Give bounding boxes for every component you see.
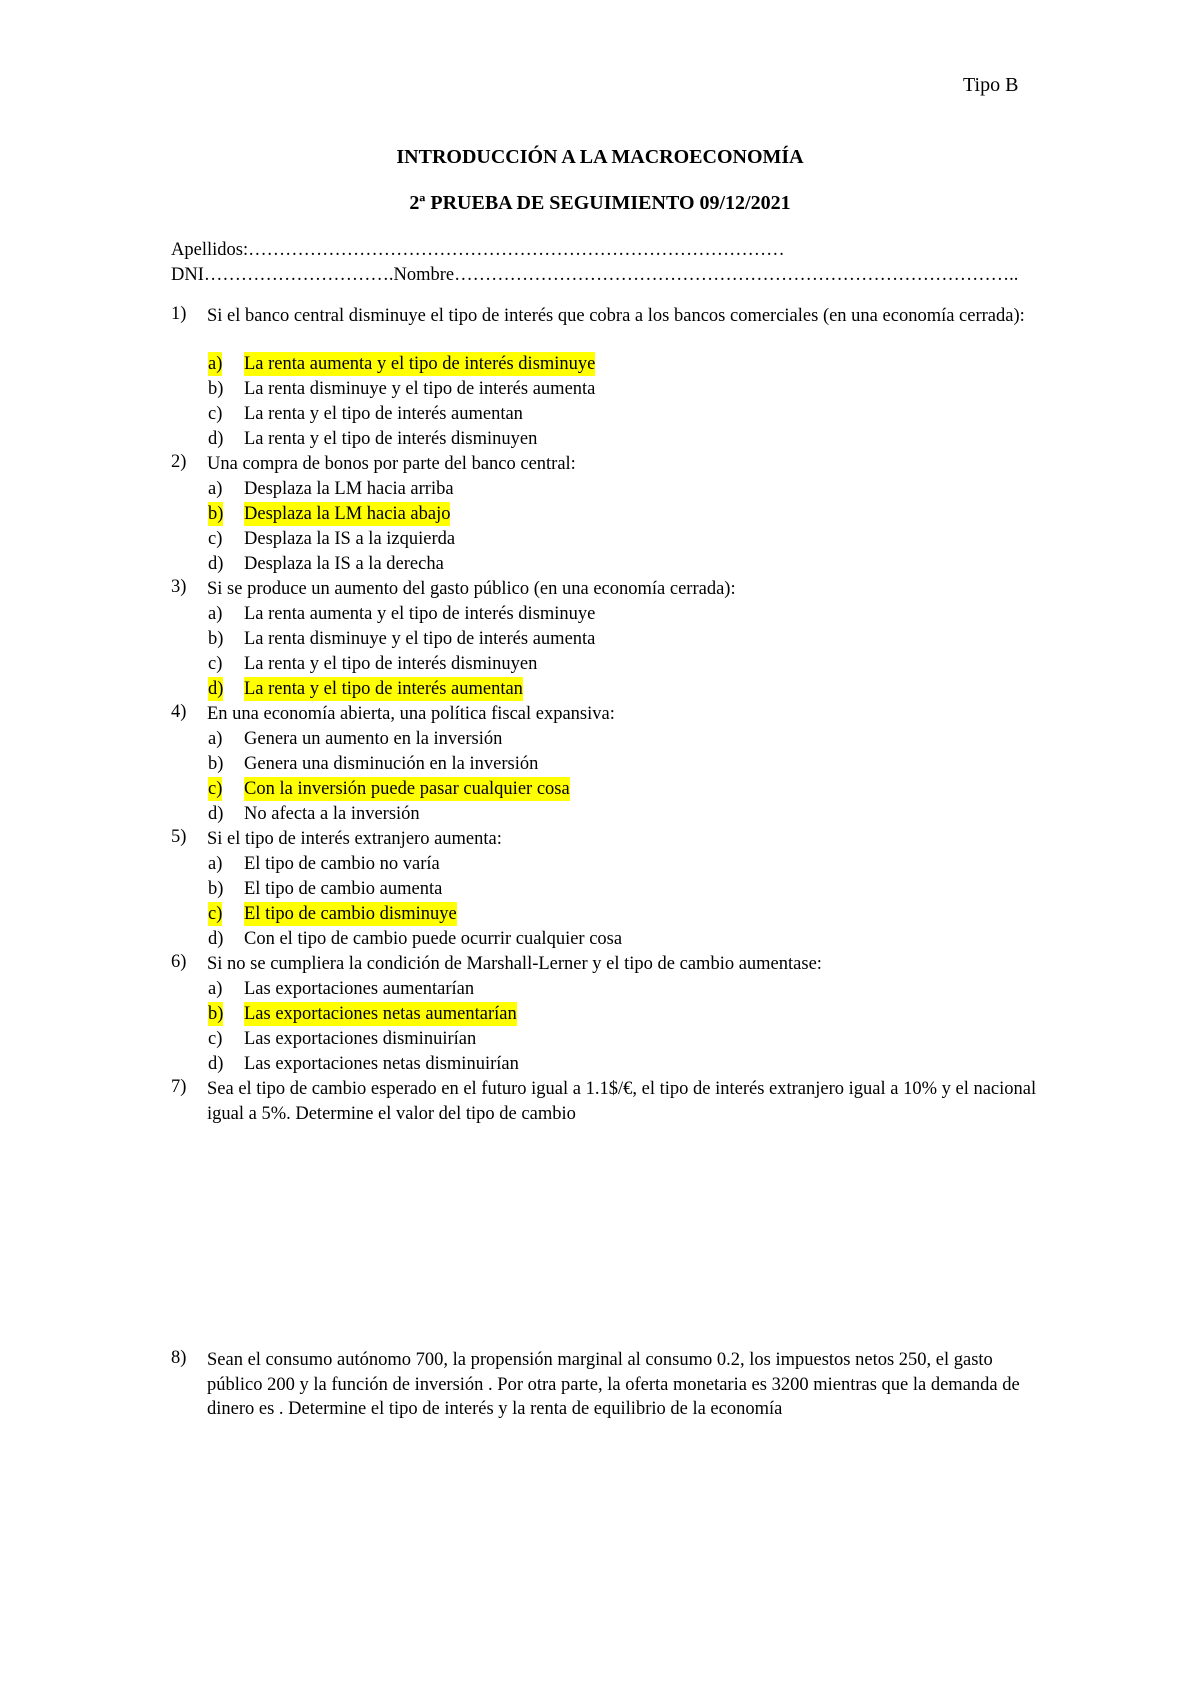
- option-letter: a): [208, 729, 223, 749]
- option-letter: b): [208, 379, 224, 399]
- option-text: La renta aumenta y el tipo de interés disminuye: [244, 354, 596, 374]
- option-text: La renta y el tipo de interés disminuyen: [244, 429, 538, 449]
- question-text: Si se produce un aumento del gasto público (en una economía cerrada):: [207, 579, 736, 599]
- exam-type-label: Tipo B: [963, 74, 1019, 96]
- surname-field[interactable]: Apellidos:……………………………………………………………………………: [171, 240, 785, 260]
- option-letter: a): [208, 854, 223, 874]
- option-letter: b): [208, 754, 224, 774]
- dni-name-field[interactable]: DNI………………………….Nombre………………………………………………………………………………..: [171, 265, 1019, 285]
- question-number: 6): [171, 952, 187, 972]
- option-letter: c): [208, 779, 223, 799]
- option-text: Las exportaciones netas disminuirían: [244, 1054, 519, 1074]
- question-text: Si no se cumpliera la condición de Marshall-Lerner y el tipo de cambio aumentase:: [207, 954, 822, 974]
- option-text: La renta disminuye y el tipo de interés aumenta: [244, 629, 596, 649]
- option-letter: c): [208, 654, 223, 674]
- q2-option-b[interactable]: [208, 502, 451, 526]
- option-text: Desplaza la IS a la izquierda: [244, 529, 456, 549]
- option-text: No afecta a la inversión: [244, 804, 420, 824]
- option-text: El tipo de cambio no varía: [244, 854, 440, 874]
- option-letter: c): [208, 404, 223, 424]
- option-text: La renta y el tipo de interés disminuyen: [244, 654, 538, 674]
- question-number: 5): [171, 827, 187, 847]
- q6-option-b[interactable]: [208, 1002, 517, 1026]
- question-number: 2): [171, 452, 187, 472]
- question-text: Si el tipo de interés extranjero aumenta:: [207, 829, 502, 849]
- option-text: Desplaza la IS a la derecha: [244, 554, 444, 574]
- question-number: 1): [171, 304, 187, 324]
- question-text: Si el banco central disminuye el tipo de interés que cobra a los bancos comerciales (en una economía cerrada):: [207, 306, 1025, 326]
- option-text: Desplaza la LM hacia arriba: [244, 479, 454, 499]
- option-letter: b): [208, 629, 224, 649]
- question-text: Una compra de bonos por parte del banco central:: [207, 454, 576, 474]
- option-text: La renta disminuye y el tipo de interés aumenta: [244, 379, 596, 399]
- option-letter: b): [208, 1004, 224, 1024]
- option-letter: c): [208, 529, 223, 549]
- option-letter: c): [208, 1029, 223, 1049]
- option-text: La renta y el tipo de interés aumentan: [244, 679, 523, 699]
- option-letter: d): [208, 429, 224, 449]
- option-letter: a): [208, 979, 223, 999]
- option-text: Con el tipo de cambio puede ocurrir cualquier cosa: [244, 929, 623, 949]
- option-text: Las exportaciones aumentarían: [244, 979, 475, 999]
- option-letter: d): [208, 804, 224, 824]
- q5-option-c[interactable]: [208, 902, 457, 926]
- option-text: El tipo de cambio disminuye: [244, 904, 457, 924]
- option-text: Con la inversión puede pasar cualquier cosa: [244, 779, 570, 799]
- option-text: Las exportaciones disminuirían: [244, 1029, 477, 1049]
- option-letter: b): [208, 504, 224, 524]
- option-letter: a): [208, 604, 223, 624]
- option-letter: d): [208, 554, 224, 574]
- option-letter: d): [208, 679, 224, 699]
- q3-option-d[interactable]: [208, 677, 523, 701]
- option-letter: a): [208, 479, 223, 499]
- question-text: En una economía abierta, una política fiscal expansiva:: [207, 704, 615, 724]
- option-letter: d): [208, 929, 224, 949]
- option-letter: d): [208, 1054, 224, 1074]
- option-text: La renta y el tipo de interés aumentan: [244, 404, 523, 424]
- option-text: Genera una disminución en la inversión: [244, 754, 539, 774]
- course-title: INTRODUCCIÓN A LA MACROECONOMÍA: [396, 146, 804, 168]
- option-letter: c): [208, 904, 223, 924]
- option-text: Las exportaciones netas aumentarían: [244, 1004, 517, 1024]
- question-number: 8): [171, 1348, 187, 1368]
- question-number: 7): [171, 1077, 187, 1097]
- option-letter: b): [208, 879, 224, 899]
- option-letter: a): [208, 354, 223, 374]
- q1-option-a[interactable]: [208, 352, 596, 376]
- option-text: Desplaza la LM hacia abajo: [244, 504, 451, 524]
- option-text: La renta aumenta y el tipo de interés disminuye: [244, 604, 596, 624]
- question-text: Sea el tipo de cambio esperado en el futuro igual a 1.1$/€, el tipo de interés extranjero igual a 10% y el nacional igual a 5%. Determine el valor del tipo de cambio: [207, 1079, 1037, 1124]
- exam-title: 2ª PRUEBA DE SEGUIMIENTO 09/12/2021: [409, 192, 791, 214]
- question-number: 4): [171, 702, 187, 722]
- question-text: Sean el consumo autónomo 700, la propensión marginal al consumo 0.2, los impuestos netos 250, el gasto público 200 y la función de inversión . Por otra parte, la oferta monetaria es 3200 mientras que la demanda de dinero es . Determine el tipo de interés y la renta de equilibrio de la economía: [207, 1350, 1020, 1419]
- question-number: 3): [171, 577, 187, 597]
- option-text: El tipo de cambio aumenta: [244, 879, 443, 899]
- q4-option-c[interactable]: [208, 777, 570, 801]
- option-text: Genera un aumento en la inversión: [244, 729, 503, 749]
